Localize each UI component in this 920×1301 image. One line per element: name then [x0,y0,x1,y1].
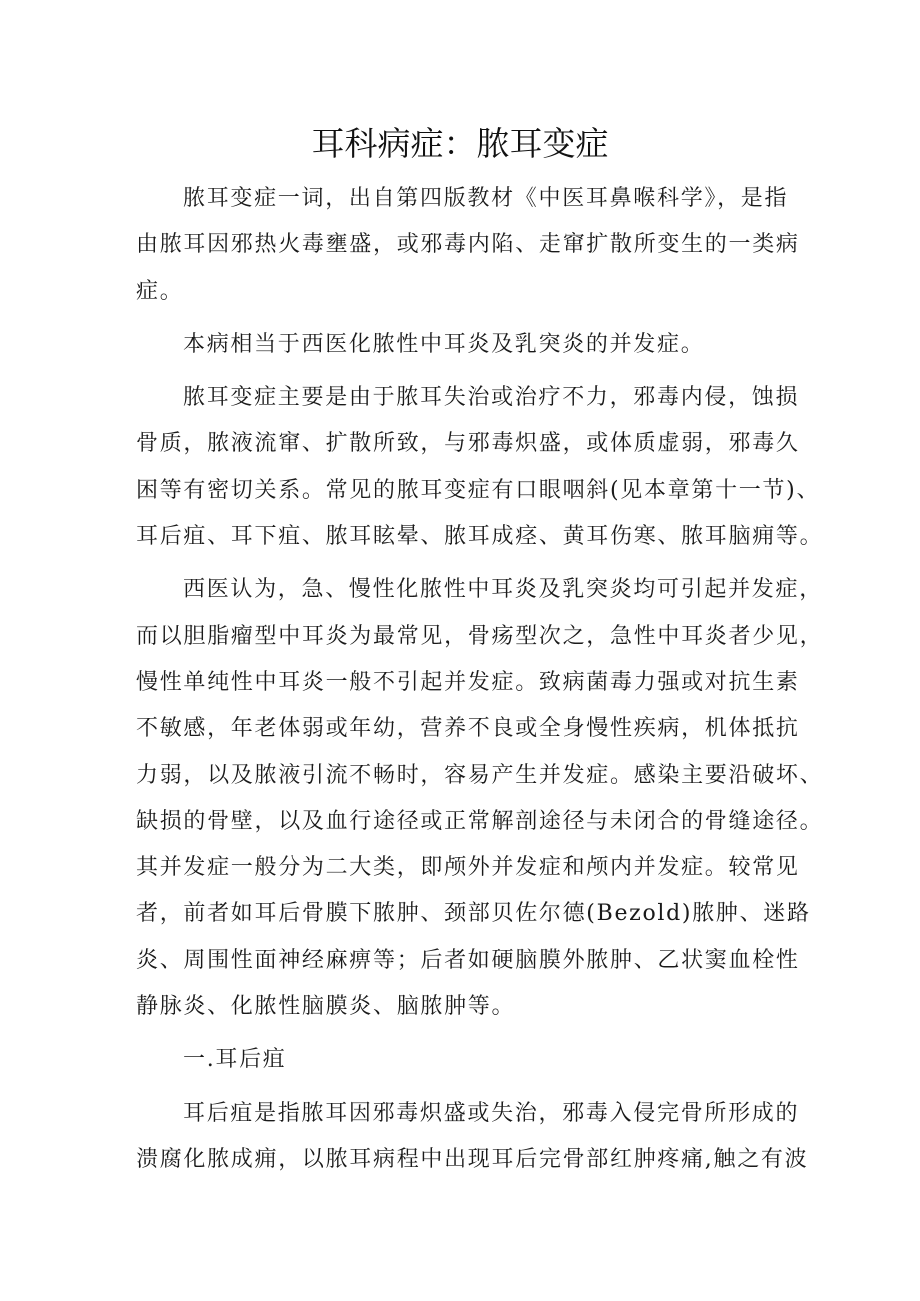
text-line: 缺损的骨壁，以及血行途径或正常解剖途径与未闭合的骨缝途径。 [136,808,824,834]
text-line: 脓耳变症一词，出自第四版教材《中医耳鼻喉科学》，是指 [183,186,789,211]
text-line: 者，前者如耳后骨膜下脓肿、颈部贝佐尔德(Bezold)脓肿、迷路 [136,901,811,927]
document-body [136,176,824,1183]
text-line: 症。 [136,278,184,304]
paragraph-gap [136,1084,816,1091]
text-line: 而以胆脂瘤型中耳炎为最常见，骨疡型次之，急性中耳炎者少见， [136,623,824,649]
paragraph-western-equivalent [136,322,816,368]
text-line: 本病相当于西医化脓性中耳炎及乳突炎的并发症。 [183,331,705,357]
text-line: 耳后疽是指脓耳因邪毒炽盛或失治，邪毒入侵完骨所形成的 [183,1100,800,1126]
text-line: 力弱，以及脓液引流不畅时，容易产生并发症。感染主要沿破坏、 [136,762,824,788]
text-line: 溃腐化脓成痈，以脓耳病程中出现耳后完骨部红肿疼痛,触之有波 [136,1146,809,1172]
section-heading [136,1037,816,1083]
text-line: 由脓耳因邪热火毒壅盛，或邪毒内陷、走窜扩散所变生的一类病 [136,232,800,258]
text-line: 不敏感，年老体弱或年幼，营养不良或全身慢性疾病，机体抵抗 [136,716,800,742]
text-line: 困等有密切关系。常见的脓耳变症有口眼咽斜(见本章第十一节)、 [136,477,821,503]
paragraph-gap [136,560,816,567]
text-line: 骨质，脓液流窜、扩散所致，与邪毒炽盛，或体质虚弱，邪毒久 [136,431,800,457]
text-line: 慢性单纯性中耳炎一般不引起并发症。致病菌毒力强或对抗生素 [136,669,800,695]
page-title: 耳科病症：脓耳变症 [311,124,609,163]
text-line: 脓耳变症主要是由于脓耳失治或治疗不力，邪毒内侵，蚀损 [183,385,800,411]
paragraph-western-view [136,567,824,1030]
paragraph-gap [136,1030,816,1037]
text-line: 耳后疽、耳下疽、脓耳眩晕、脓耳成痉、黄耳伤寒、脓耳脑痈等。 [136,524,824,550]
text-line: 西医认为，急、慢性化脓性中耳炎及乳突炎均可引起并发症， [183,577,823,603]
section-heading-text: 一.耳后疽 [183,1047,287,1073]
text-line: 炎、周围性面神经麻痹等；后者如硬脑膜外脓肿、乙状窦血栓性 [136,947,800,973]
text-line: 静脉炎、化脓性脑膜炎、脑脓肿等。 [136,994,516,1020]
text-line: 其并发症一般分为二大类，即颅外并发症和颅内并发症。较常见 [136,855,800,881]
paragraph-gap [136,368,816,375]
paragraph-intro [136,176,816,315]
paragraph-gap [136,315,816,322]
paragraph-section-body [136,1091,816,1184]
paragraph-etiology [136,375,824,560]
